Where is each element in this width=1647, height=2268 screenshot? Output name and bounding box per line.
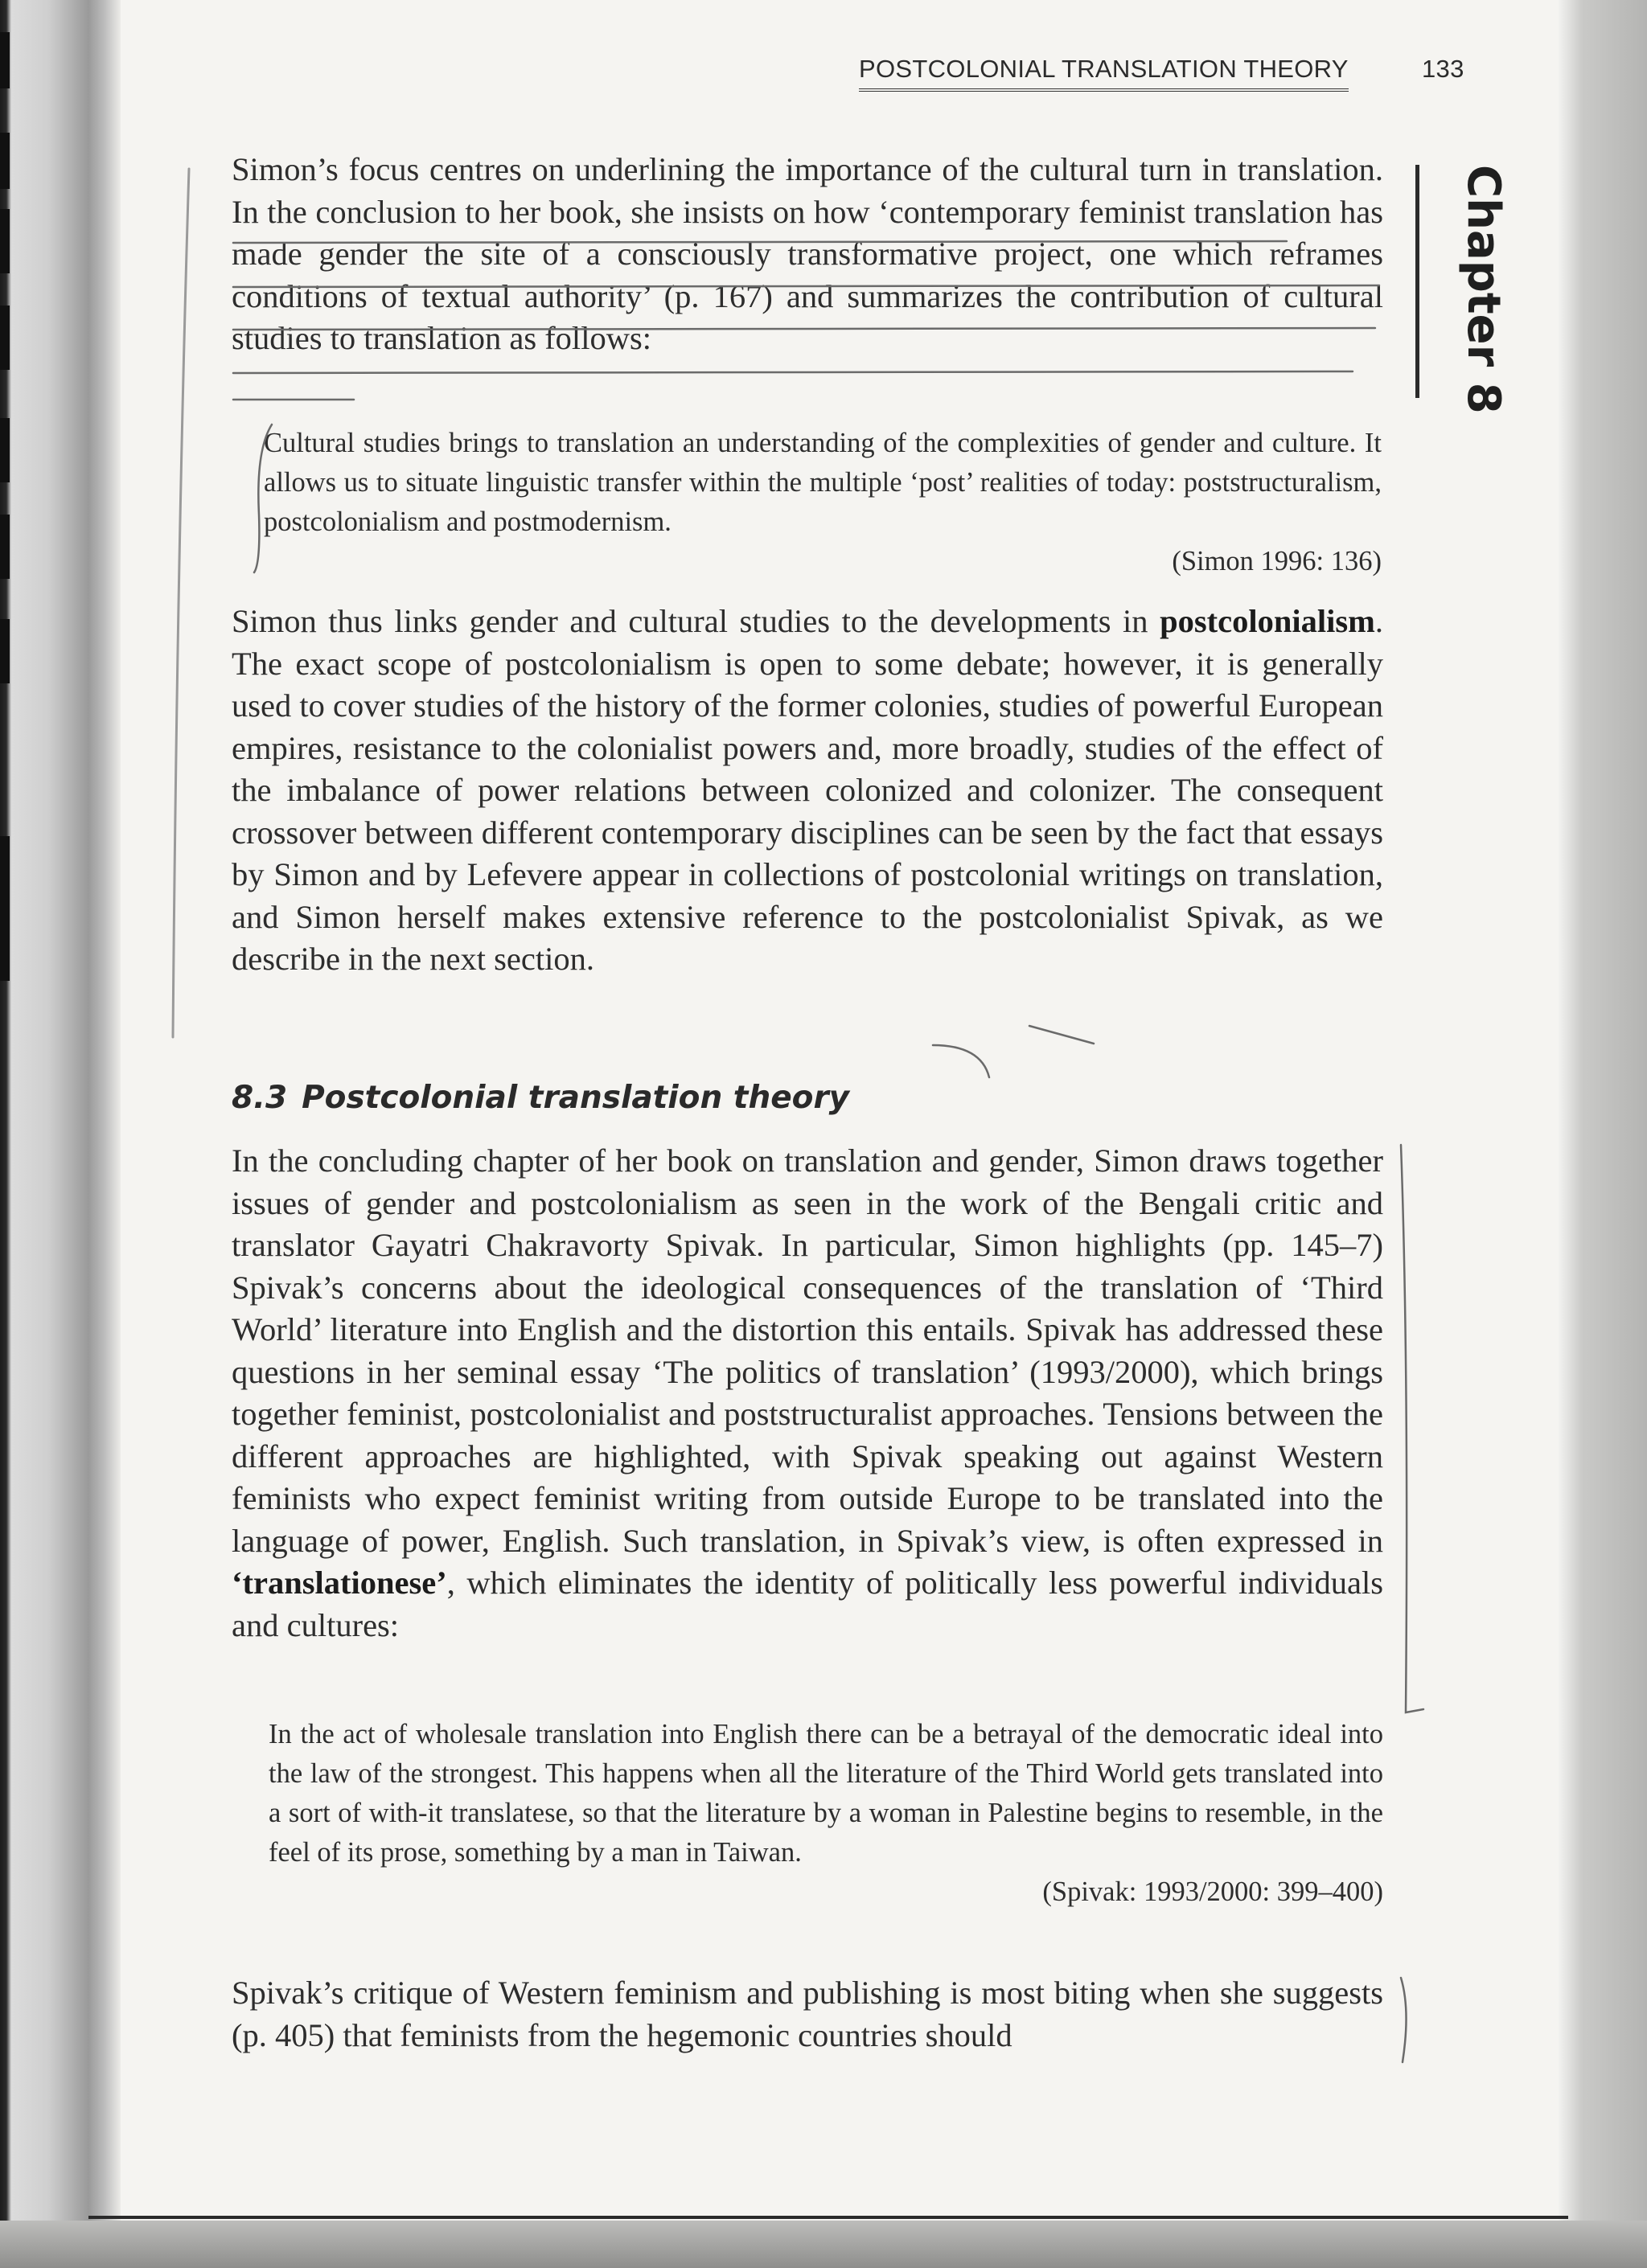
section-title: Postcolonial translation theory <box>302 1080 850 1116</box>
key-term: postcolonialism <box>1160 603 1375 639</box>
chapter-tab-label: Chapter 8 <box>1457 165 1509 414</box>
block-quote-text: Cultural studies brings to translation an understanding of the complexities of gender and culture. It allows us to situate linguistic transfer within the multiple ‘post’ realities of today: poststructuralism, postcolonialism and postmodernism. <box>264 428 1382 537</box>
binding-mark <box>0 133 10 189</box>
binding-mark <box>0 619 10 683</box>
paragraph-text: In the concluding chapter of her book on translation and gender, Simon draws together issues of gender and postcolonialism as seen in the work of the Bengali critic and translator Gayatri Chakravorty Spivak. In particular, Simon highlights (pp. 145–7) Spivak’s concerns about the ideological consequences of the translation of ‘Third World’ literature into English and the distortion this entails. Spivak has addressed these questions in her seminal essay ‘The politics of translation’ (1993/2000), which brings together feminist, postcolonialist and poststructuralist approaches. Tensions between the different approaches are highlighted, with Spivak speaking out against Western feminists who expect feminist writing from outside Europe to be translated into the language of power, English. Such translation, in Spivak’s view, is often expressed in <box>232 1142 1383 1559</box>
binding-mark <box>0 418 10 482</box>
paragraph-text: , which eliminates the identity of politically less powerful individuals and cultures: <box>232 1565 1383 1643</box>
paragraph <box>232 601 1383 981</box>
chapter-tab <box>1415 165 1509 414</box>
book-binding <box>0 0 121 2268</box>
paragraph-text: . The exact scope of postcolonialism is open to some debate; however, it is generally used to cover studies of the history of the former colonies, studies of powerful European empires, resistance to the colonialist powers and, more broadly, studies of the effect of the imbalance of power relations between colonized and colonizer. The consequent crossover between different contemporary disciplines can be seen by the fact that essays by Simon and by Lefevere appear in collections of postcolonial writings on translation, and Simon herself makes extensive reference to the postcolonialist Spivak, as we describe in the next section. <box>232 603 1383 977</box>
key-term: ‘translationese’ <box>232 1565 447 1601</box>
binding-mark <box>0 836 10 981</box>
page-bottom-rule <box>88 2216 1568 2219</box>
page-edge <box>1559 0 1647 2268</box>
paragraph: Spivak’s critique of Western feminism and publishing is most biting when she suggests (p. 405) that feminists from the hegemonic countries should <box>232 1975 1383 2053</box>
paragraph-text: Simon thus links gender and cultural studies to the developments in <box>232 603 1160 639</box>
running-head <box>859 55 1464 92</box>
block-quote-text: In the act of wholesale translation into English there can be a betrayal of the democratic ideal into the law of the strongest. This happens when all the literature of the Third World gets translated into a sort of with-it translatese, so that the literature by a woman in Palestine begins to resemble, in the feel of its prose, something by a man in Taiwan. <box>269 1719 1383 1868</box>
section-number: 8.3 <box>232 1080 288 1116</box>
block-quote-citation: (Simon 1996: 136) <box>1172 546 1382 576</box>
paragraph: Simon’s focus centres on underlining the importance of the cultural turn in translation. In the conclusion to her book, she insists on how ‘contemporary feminist translation has made gender the site of a consciously transformative project, one which reframes conditions of textual authority’ (p. 167) and summarizes the contribution of cultural studies to translation as follows: <box>232 151 1383 356</box>
block-quote-citation: (Spivak: 1993/2000: 399–400) <box>1042 1876 1383 1907</box>
binding-mark <box>0 515 10 579</box>
block-quote <box>269 1715 1383 1912</box>
block-quote <box>264 424 1382 581</box>
page-bottom-edge <box>0 2221 1647 2268</box>
binding-mark <box>0 209 10 273</box>
running-head-title: POSTCOLONIAL TRANSLATION THEORY <box>859 55 1349 92</box>
page-number: 133 <box>1422 55 1464 83</box>
binding-mark <box>0 32 10 88</box>
binding-mark <box>0 306 10 370</box>
paragraph <box>232 1140 1383 1647</box>
section-heading <box>232 1080 849 1116</box>
